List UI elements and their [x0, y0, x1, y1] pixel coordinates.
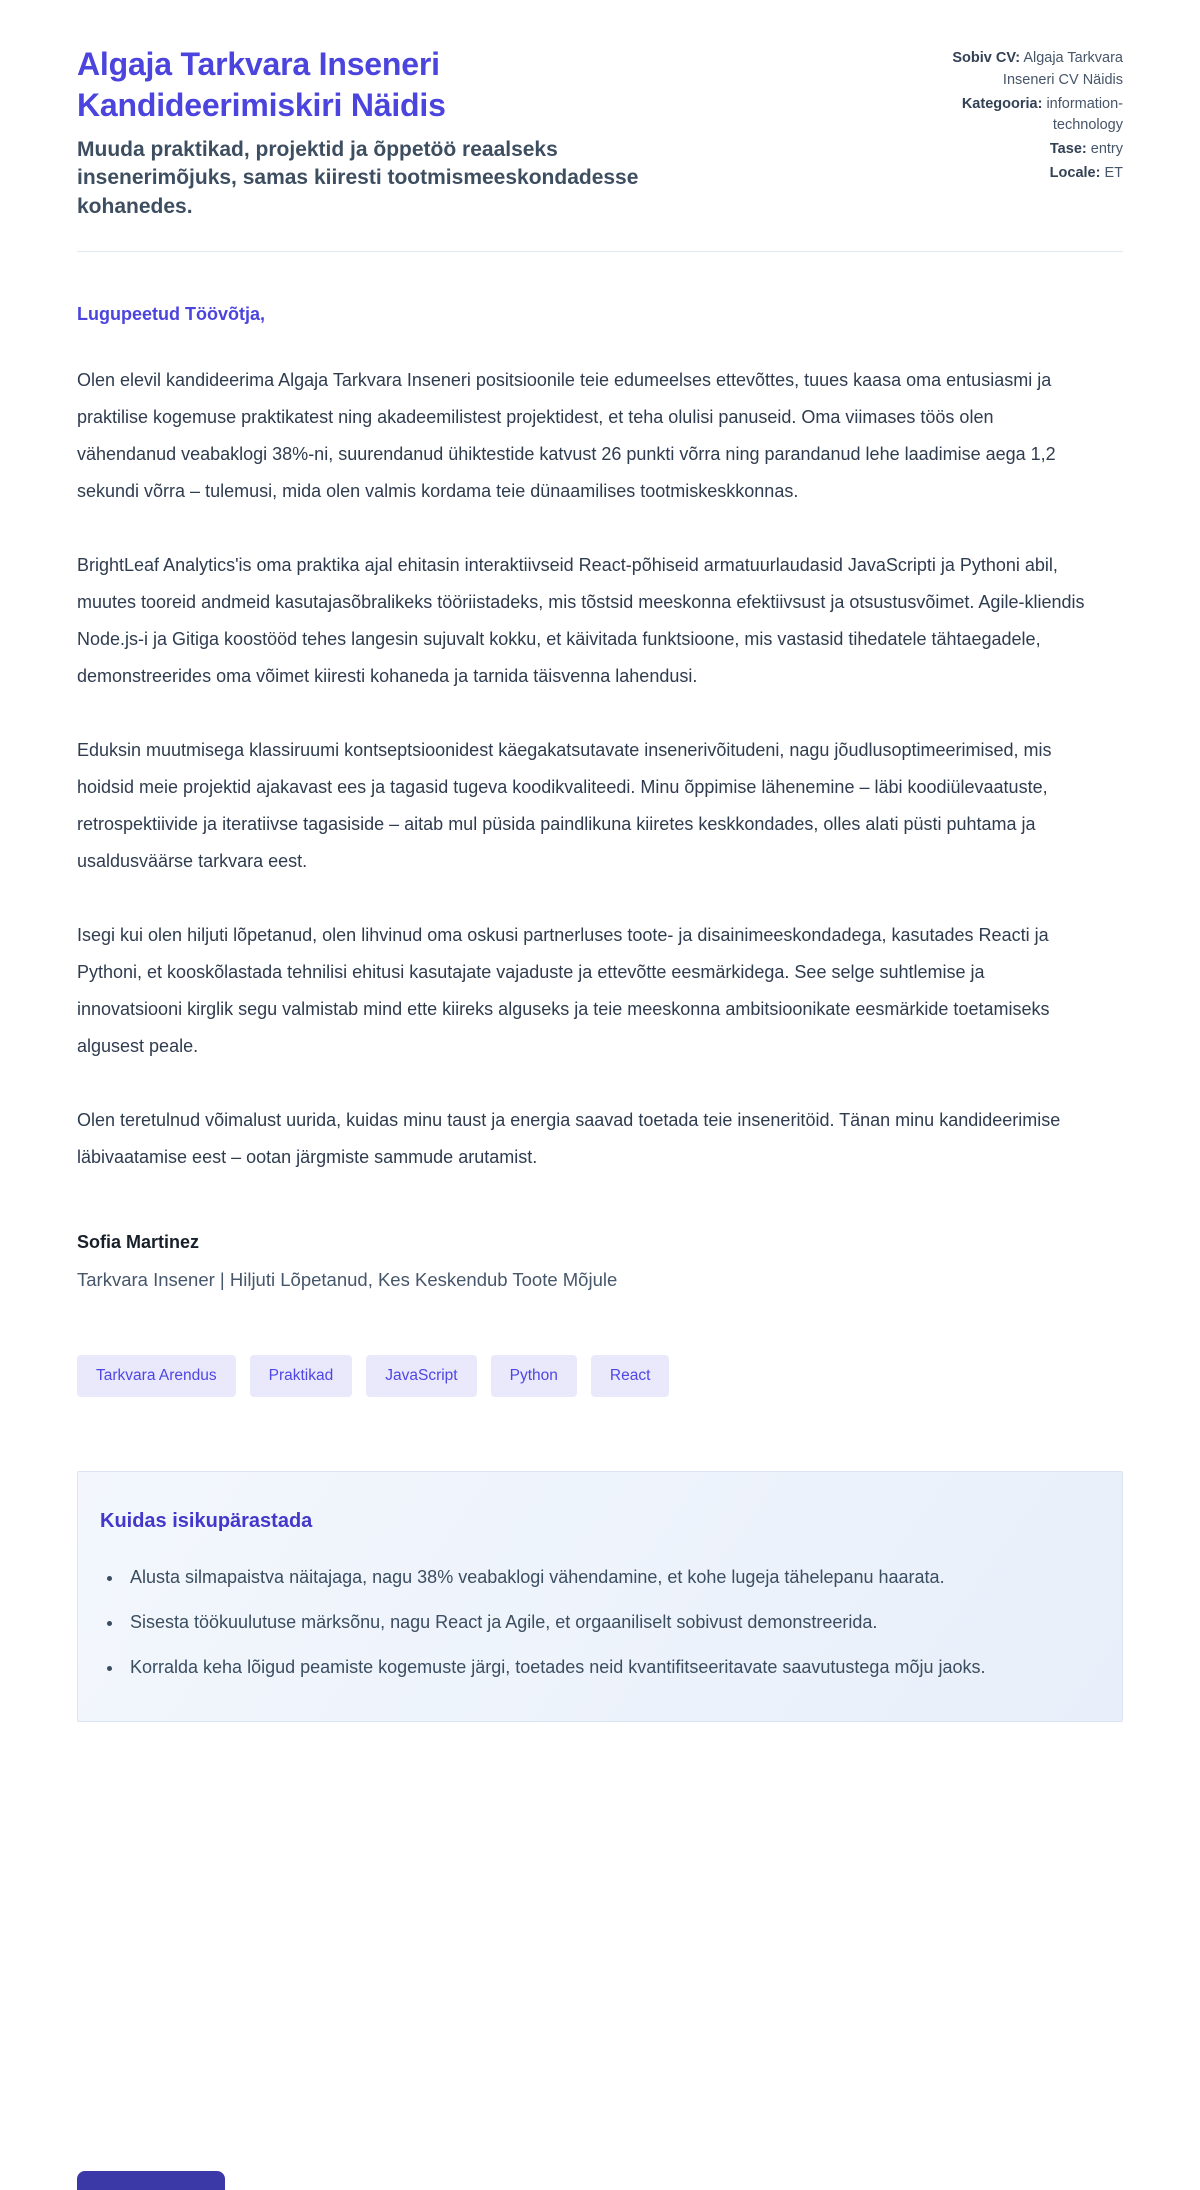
meta-value-level: entry: [1090, 141, 1123, 157]
letter-paragraph-3: Eduksin muutmisega klassiruumi kontseptsioonidest käegakatsutavate insenerivõitudeni, nagu jõudlusoptimeerimised, mis hoidsid meie projektid ajakavast ees ja tagasid tugeva koodikvaliteedi. Minu õppimise lähenemine – läbi koodiülevaatuste, retrospektiivide ja iteratiivse tagasiside – aitab mul püsida paindlikuna kiiretes keskkondades, olles alati püsti puhtama ja usaldusväärse tarkvara eest.: [77, 739, 1052, 871]
tag-praktikad[interactable]: Praktikad: [250, 1355, 353, 1397]
page-title: Algaja Tarkvara Inseneri Kandideerimiskiri Näidis: [77, 46, 446, 123]
meta-value-locale: ET: [1104, 164, 1123, 181]
signature-role: Tarkvara Insener | Hiljuti Lõpetanud, Kes Keskendub Toote Mõjule: [77, 1268, 618, 1290]
meta-value-category: information-technology: [1046, 95, 1123, 134]
header-divider: [77, 251, 1123, 252]
tag-javascript[interactable]: JavaScript: [366, 1355, 476, 1397]
tips-list: [100, 1559, 1100, 1685]
tag-python[interactable]: Python: [491, 1355, 577, 1397]
tip-item-3: • Korralda keha lõigud peamiste kogemuste järgi, toetades neid kvantifitseeritavate saavutustega mõju jaoks.: [124, 1649, 1074, 1685]
meta-value-matching-cv: Algaja Tarkvara Inseneri CV Näidis: [1002, 50, 1123, 88]
meta-label-level: Tase:: [1049, 141, 1087, 157]
tip-item-1: • Alusta silmapaistva näitajaga, nagu 38% veabaklogi vähendamine, et kohe lugeja tähelepanu haarata.: [124, 1559, 1074, 1595]
letter-paragraph-1: Olen elevil kandideerima Algaja Tarkvara Inseneri positsioonile teie edumeelses ettevõttes, tuues kaasa oma entusiasmi ja praktilise kogemuse praktikatest ning akadeemilistest projektidest, et teha olulisi panuseid. Oma viimases töös olen vähendanud veabaklogi 38%-ni, suurendanud ühiktestide katvust 26 punkti võrra ning parandanud lehe laadimise aega 1,2 sekundi võrra – tulemusi, mida olen valmis kordama teie dünaamilises tootmiskeskkonnas.: [77, 369, 1056, 501]
meta-row-locale: [938, 163, 1123, 185]
meta-row-matching-cv: [938, 48, 1123, 92]
tag-list: [77, 1355, 1123, 1397]
meta-row-category: [938, 94, 1123, 138]
meta-label-locale: Locale:: [1049, 164, 1101, 181]
letter-paragraph-2: BrightLeaf Analytics'is oma praktika ajal ehitasin interaktiivseid React-põhiseid armatuurlaudasid JavaScripti ja Pythoni abil, muutes tooreid andmeid kasutajasõbralikeks tööriistadeks, mis tõstsid meeskonna efektiivsust ja otsustusvõimet. Agile-kliendis Node.js-i ja Gitiga koostööd tehes langesin sujuvalt kokku, et käivitada funktsioone, mis vastasid tihedatele tähtaegadele, demonstreerides oma võimet kiiresti kohaneda ja tarnida täisvenna lahendusi.: [77, 554, 1085, 686]
meta-row-level: [938, 139, 1123, 161]
tips-heading: Kuidas isikupärastada: [100, 1509, 313, 1532]
page-subtitle: Muuda praktikad, projektid ja õppetöö reaalseks insenerimõjuks, samas kiiresti tootmismeeskondadesse kohanedes.: [77, 137, 639, 218]
tip-item-2: • Sisesta töökuulutuse märksõnu, nagu React ja Agile, et orgaaniliselt sobivust demonstreerida.: [124, 1604, 1074, 1640]
personalization-tips-box: [77, 1471, 1123, 1722]
meta-label-category: Kategooria:: [961, 95, 1043, 112]
content-column: [77, 0, 1123, 1722]
letter-paragraph-5: Olen teretulnud võimalust uurida, kuidas minu taust ja energia saavad toetada teie inseneritöid. Tänan minu kandideerimise läbivaatamise eest – ootan järgmiste sammude arutamist.: [77, 1109, 1061, 1167]
letter-paragraph-4: Isegi kui olen hiljuti lõpetanud, olen lihvinud oma oskusi partnerluses toote- ja disainimeeskondadega, kasutades Reacti ja Pythoni, et kooskõlastada tehnilisi ehitusi kasutajate vajaduste ja ettevõtte eesmärkidega. See selge suhtlemise ja innovatsiooni kirglik segu valmistab mind ette kiireks alguseks ja teie meeskonna ambitsioonikate eesmärkide toetamiseks algusest peale.: [77, 924, 1050, 1056]
signature-name: Sofia Martinez: [77, 1231, 200, 1252]
header: [77, 44, 1123, 221]
header-titles: [77, 44, 687, 221]
tag-tarkvara-arendus[interactable]: Tarkvara Arendus: [77, 1355, 236, 1397]
tag-react[interactable]: React: [591, 1355, 670, 1397]
meta-label-matching-cv: Sobiv CV:: [952, 50, 1021, 66]
cta-button-clipped[interactable]: [77, 2171, 225, 2190]
letter-greeting: Lugupeetud Töövõtja,: [77, 303, 265, 324]
letter-body: [77, 304, 1123, 1291]
meta-panel: [938, 44, 1123, 187]
